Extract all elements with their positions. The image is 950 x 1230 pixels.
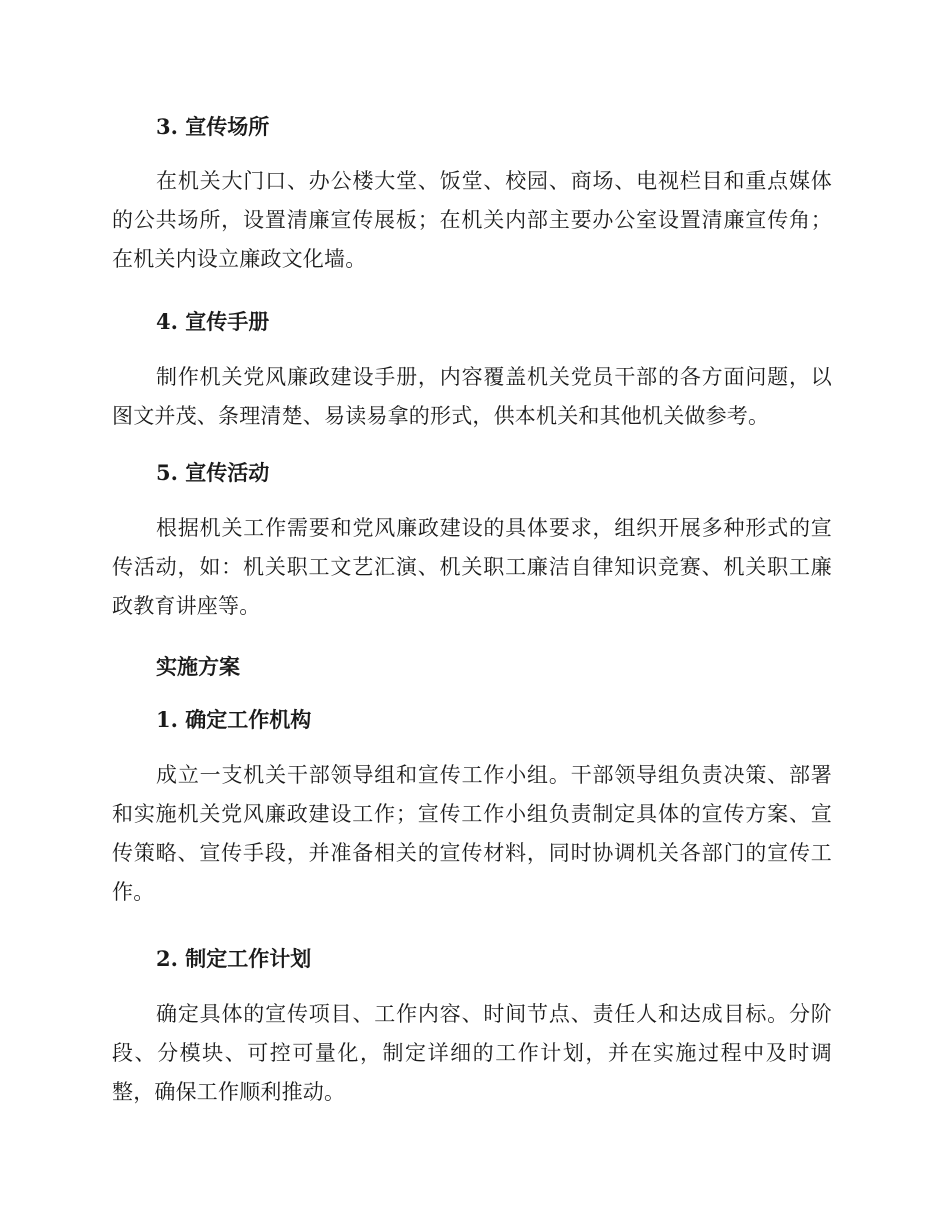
paragraph-publicity-venues: 在机关大门口、办公楼大堂、饭堂、校园、商场、电视栏目和重点媒体的公共场所，设置清廉宣传展板；在机关内部主要办公室设置清廉宣传角；在机关内设立廉政文化墙。 — [112, 169, 832, 271]
section-heading-publicity-activities: 5. 宣传活动 — [156, 460, 270, 485]
section-heading-implementation-plan: 实施方案 — [156, 654, 240, 679]
section-heading-work-plan: 2. 制定工作计划 — [156, 946, 312, 971]
paragraph-work-organization: 成立一支机关干部领导组和宣传工作小组。干部领导组负责决策、部署和实施机关党风廉政建设工作；宣传工作小组负责制定具体的宣传方案、宣传策略、宣传手段，并准备相关的宣传材料，同时协调机关各部门的宣传工作。 — [112, 763, 832, 904]
section-heading-publicity-manual: 4. 宣传手册 — [156, 309, 270, 334]
section-heading-publicity-venues: 3. 宣传场所 — [156, 114, 270, 139]
paragraph-publicity-activities: 根据机关工作需要和党风廉政建设的具体要求，组织开展多种形式的宣传活动，如：机关职工文艺汇演、机关职工廉洁自律知识竞赛、机关职工廉政教育讲座等。 — [112, 516, 832, 618]
section-heading-work-organization: 1. 确定工作机构 — [156, 707, 312, 732]
paragraph-publicity-manual: 制作机关党风廉政建设手册，内容覆盖机关党员干部的各方面问题，以图文并茂、条理清楚、易读易拿的形式，供本机关和其他机关做参考。 — [112, 365, 832, 428]
paragraph-work-plan: 确定具体的宣传项目、工作内容、时间节点、责任人和达成目标。分阶段、分模块、可控可量化，制定详细的工作计划，并在实施过程中及时调整，确保工作顺利推动。 — [112, 1002, 832, 1104]
